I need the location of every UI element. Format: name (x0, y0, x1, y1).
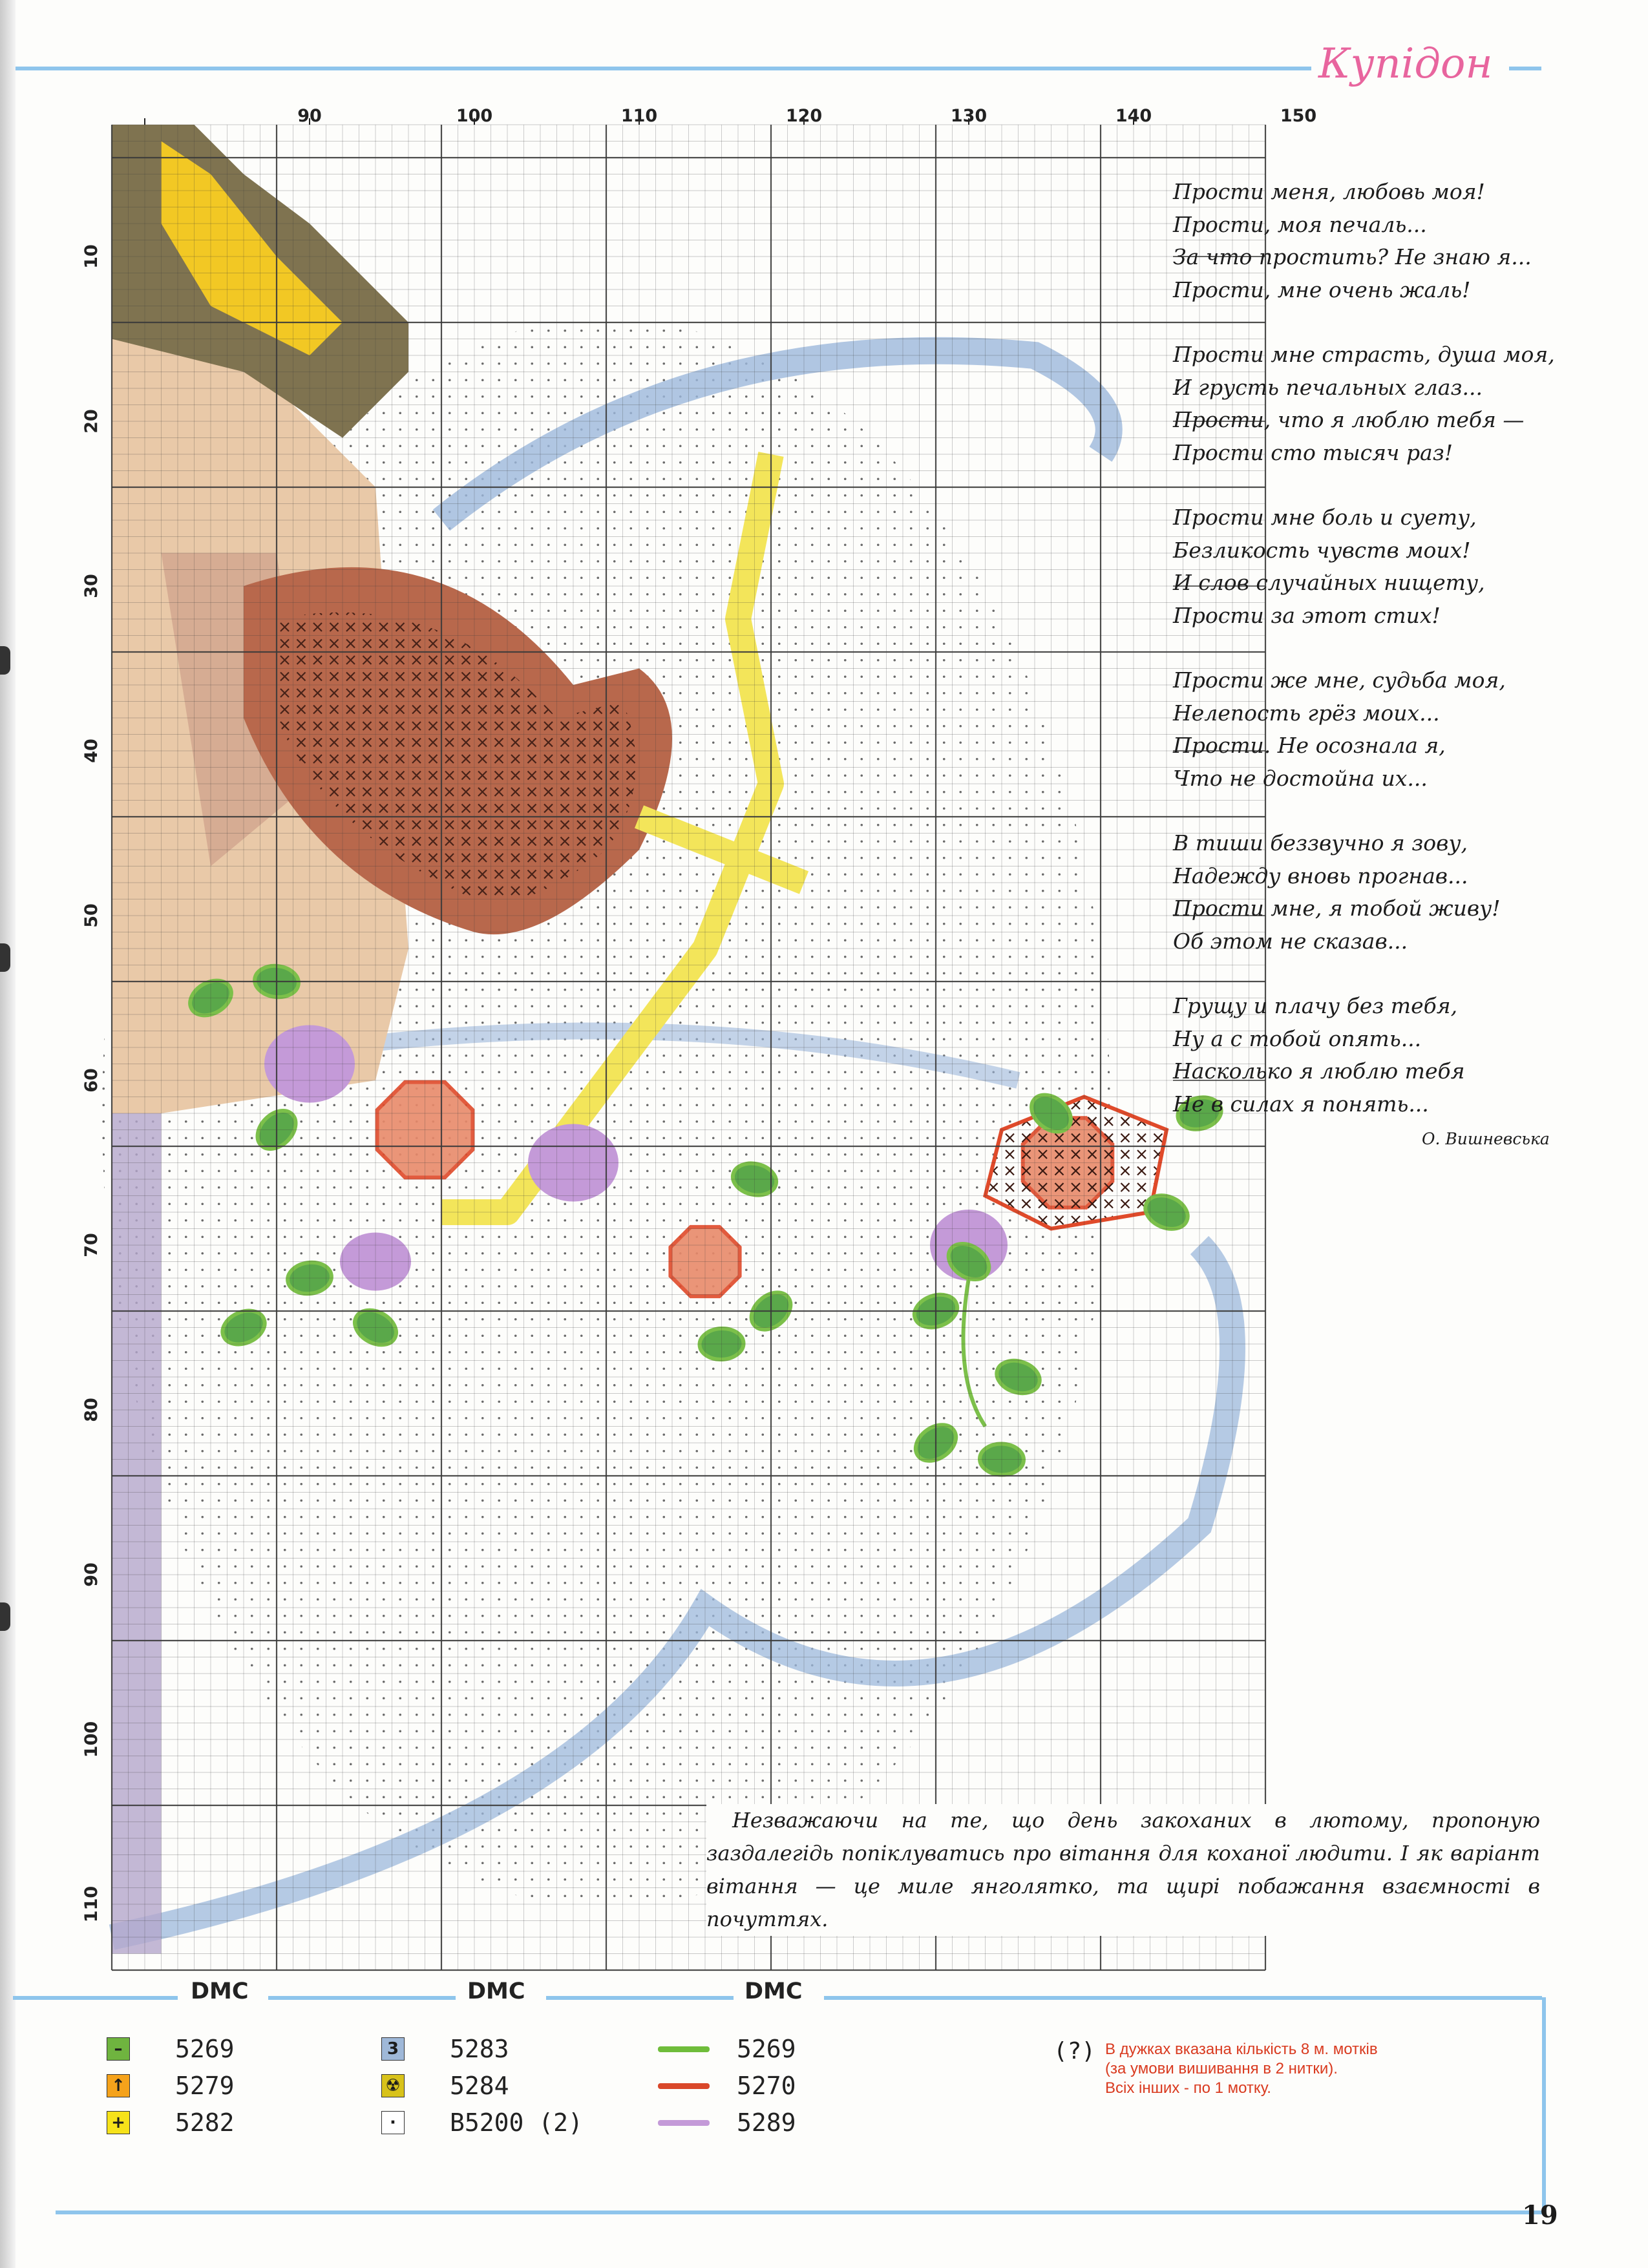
page-title: Купідон (1318, 40, 1493, 88)
poem-line: Прости за этот стих! (1173, 602, 1441, 628)
y-tick-label: 50 (81, 903, 101, 928)
poem-line: В тиши беззвучно я зову, (1173, 830, 1468, 856)
y-tick-label: 70 (81, 1233, 101, 1257)
legend-header-dmc: DMC (191, 1979, 249, 2004)
poem-line: Прости. Не осознала я, (1173, 733, 1446, 758)
legend-symbol: – (107, 2037, 130, 2061)
poem-line: Прости же мне, судьба моя, (1173, 667, 1506, 693)
legend-entry (658, 2071, 796, 2101)
legend-rule (824, 1996, 1542, 2000)
y-tick-label: 90 (81, 1562, 101, 1587)
page-number: 19 (1522, 2200, 1558, 2231)
y-tick-label: 30 (81, 574, 101, 598)
legend-code: 5289 (737, 2108, 796, 2137)
y-tick-label: 20 (81, 409, 101, 434)
poem-line: Не в силах я понять... (1173, 1091, 1429, 1117)
legend-entry (658, 2108, 796, 2137)
poem-line: Что не достойна их... (1173, 765, 1428, 791)
x-tick-label: 130 (950, 106, 988, 126)
x-tick-label: 110 (620, 106, 658, 126)
poem-line: Надежду вновь прогнав... (1173, 863, 1468, 888)
legend-rule (13, 1996, 178, 2000)
poem-line: Прости сто тысяч раз! (1173, 439, 1453, 465)
legend-rule (268, 1996, 456, 2000)
poem-stanza (1173, 664, 1561, 795)
legend-backstitch-line (658, 2046, 710, 2052)
poem-stanza (1173, 827, 1561, 958)
legend-symbol: 3 (381, 2037, 405, 2061)
poem-stanza (1173, 501, 1561, 632)
poem-line: За что простить? Не знаю я... (1173, 244, 1532, 269)
poem-line: Безликость чувств моих! (1173, 537, 1471, 563)
legend-backstitch-line (658, 2120, 710, 2126)
legend-code: B5200 (2) (450, 2108, 583, 2137)
x-tick-label: 100 (456, 106, 493, 126)
legend-frame (56, 1997, 1546, 2214)
poem-line: Прости, мне очень жаль! (1173, 277, 1471, 302)
poem-line: Прости, что я люблю тебя — (1173, 407, 1525, 432)
legend-symbol: · (381, 2111, 405, 2134)
poem-line: Ну а с тобой опять... (1173, 1025, 1422, 1051)
poem-stanza (1173, 176, 1561, 306)
legend-header-dmc: DMC (467, 1979, 525, 2004)
poem-line: Прости мне, я тобой живу! (1173, 896, 1501, 921)
poem-line: И грусть печальных глаз... (1173, 374, 1483, 400)
poem-line: И слов случайных нищету, (1173, 570, 1485, 595)
legend-entry (107, 2108, 235, 2137)
x-tick-label: 140 (1115, 106, 1152, 126)
legend-code: 5279 (175, 2072, 235, 2100)
y-tick-label: 100 (81, 1721, 101, 1758)
x-tick-label: 120 (785, 106, 823, 126)
y-tick-label: 40 (81, 739, 101, 763)
legend-symbol: ↑ (107, 2074, 130, 2097)
legend-symbol: + (107, 2111, 130, 2134)
legend-code: 5269 (737, 2035, 796, 2063)
poem-line: Грущу и плачу без тебя, (1173, 993, 1458, 1018)
chart-lavender-strip (112, 1113, 162, 1954)
legend-code: 5282 (175, 2108, 235, 2137)
legend-code: 5269 (175, 2035, 235, 2063)
note-line: В дужках вказана кількість 8 м. мотків (1105, 2041, 1378, 2058)
poem-line: Насколько я люблю тебя (1173, 1058, 1465, 1084)
note-symbol: (?) (1053, 2038, 1096, 2064)
poem-line: Прости мне боль и суету, (1173, 505, 1477, 530)
poem-line: Нелепость грёз моих... (1173, 700, 1440, 726)
legend-code: 5283 (450, 2035, 509, 2063)
legend-entry (658, 2034, 796, 2064)
intro-text: Незважаючи на те, що день закоханих в лютому, пропоную заздалегідь попіклуватись про вітання для коханої людити. І як варіант вітання — це миле янголятко, та щирі побажання взаємності в почуттях. (706, 1808, 1540, 1931)
legend-entry (107, 2071, 235, 2101)
poem-line: Прости, моя печаль... (1173, 211, 1427, 237)
y-tick-label: 110 (81, 1885, 101, 1923)
x-tick-label: 150 (1280, 106, 1317, 126)
poem (1173, 176, 1561, 1153)
poem-line: Прости мне страсть, душа моя, (1173, 342, 1555, 367)
legend-code: 5270 (737, 2072, 796, 2100)
legend-entry (107, 2034, 235, 2064)
intro-paragraph (706, 1804, 1540, 1936)
legend-entry (381, 2071, 509, 2101)
y-tick-label: 60 (81, 1068, 101, 1093)
legend-rule (546, 1996, 734, 2000)
x-tick-label: 90 (297, 106, 322, 126)
note-line: Всіх інших - по 1 мотку. (1105, 2079, 1271, 2097)
poem-line: Об этом не сказав... (1173, 928, 1408, 954)
legend-code: 5284 (450, 2072, 509, 2100)
legend-header-dmc: DMC (745, 1979, 803, 2004)
y-tick-label: 80 (81, 1398, 101, 1422)
poem-author: О. Вишневська (1422, 1129, 1550, 1148)
y-tick-label: 10 (81, 244, 101, 269)
poem-stanza (1173, 339, 1561, 469)
legend-entry (381, 2034, 509, 2064)
legend-backstitch-line (658, 2083, 710, 2089)
poem-stanza (1173, 990, 1561, 1120)
legend-symbol: ☢ (381, 2074, 405, 2097)
legend-note (1105, 2040, 1378, 2098)
poem-line: Прости меня, любовь моя! (1173, 179, 1485, 204)
note-line: (за умови вишивання в 2 нитки). (1105, 2060, 1338, 2077)
legend-entry (381, 2108, 583, 2137)
